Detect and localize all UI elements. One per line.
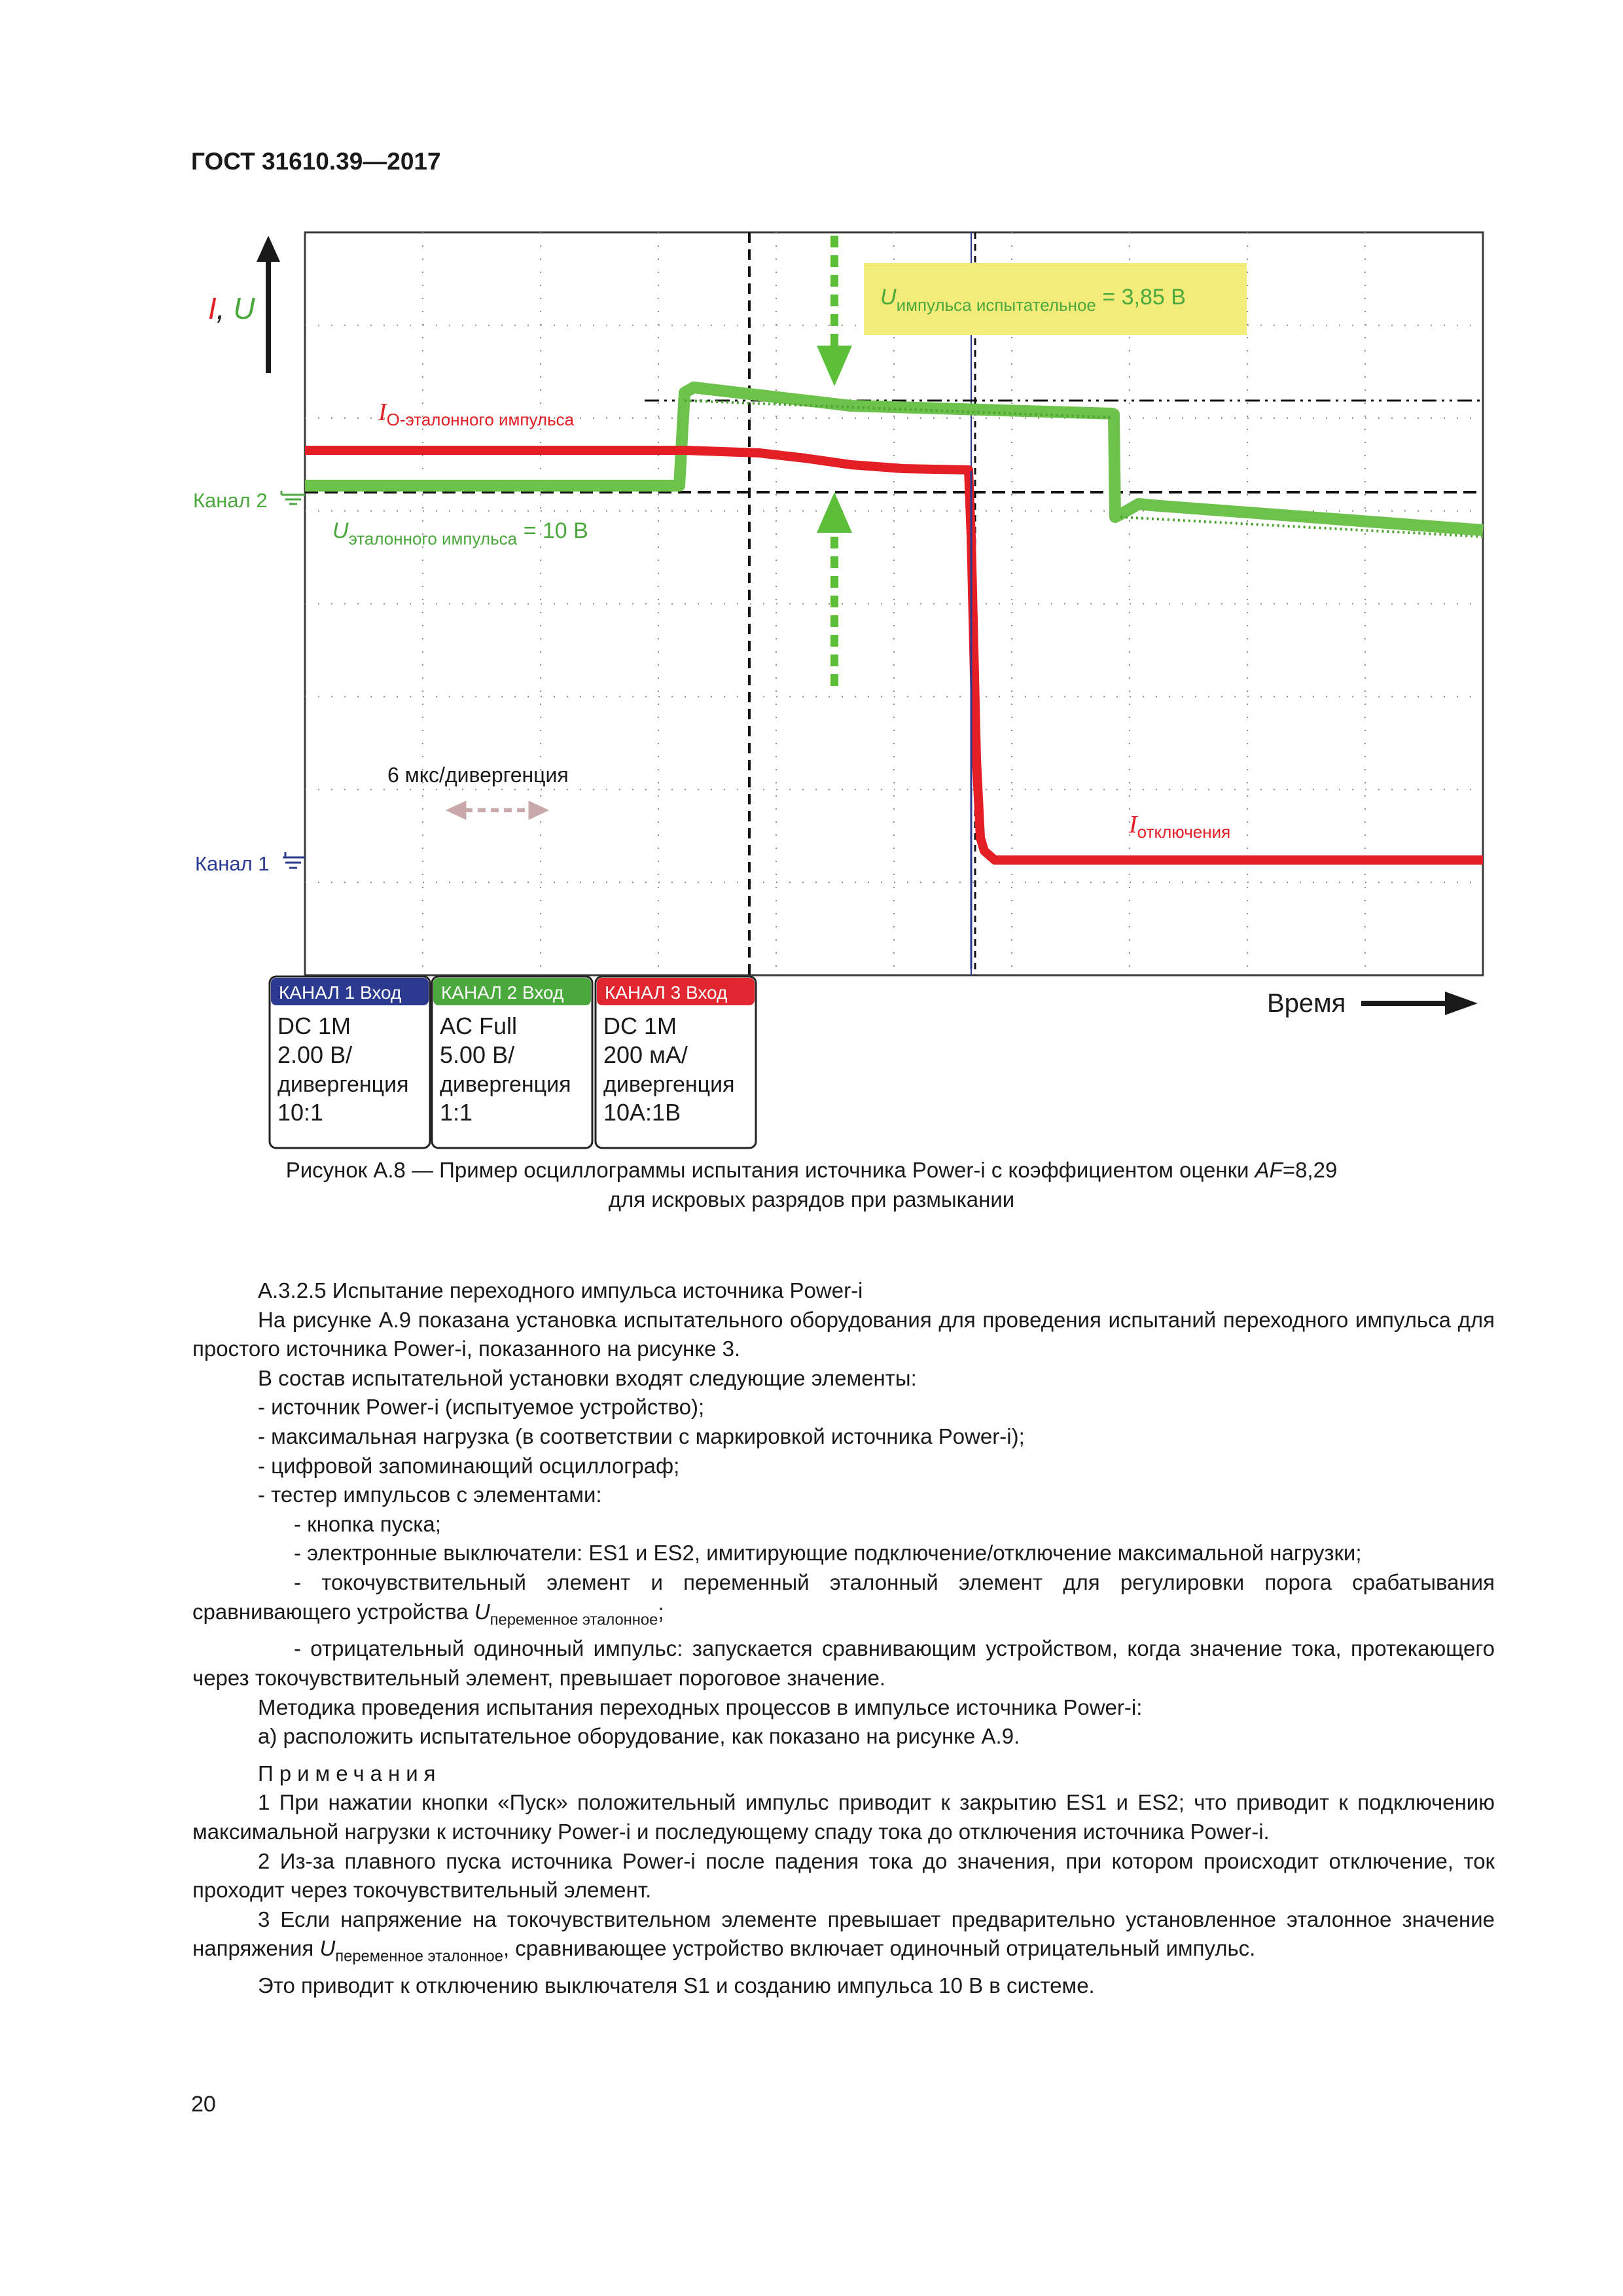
channel2-marker-label: Канал 2: [193, 489, 268, 512]
y-label-sep: ,: [216, 291, 234, 325]
time-arrow-icon: [1361, 992, 1478, 1015]
list-item: - цифровой запоминающий осциллограф;: [258, 1453, 680, 1478]
document-header: ГОСТ 31610.39—2017: [191, 148, 441, 175]
channel-box-3: [596, 977, 756, 1148]
paragraph: В состав испытательной установки входят следующие элементы:: [258, 1365, 917, 1390]
paragraph: На рисунке А.9 показана установка испытательного оборудования для проведения испытаний переходного импульса для простого источника Power-i, показанного на рисунке 3.: [192, 1307, 1495, 1361]
channel-settings: [270, 977, 756, 1148]
page-number: 20: [191, 2092, 216, 2117]
y-label-u: U: [233, 291, 255, 325]
channel-box-line: 5.00 В/: [440, 1041, 515, 1068]
figure-caption: Рисунок А.8 — Пример осциллограммы испытания источника Power-i с коэффициентом оценки AF=8,29 для искровых разрядов при размыкании: [285, 1158, 1338, 1211]
paragraph: Методика проведения испытания переходных процессов в импульсе источника Power-i:: [258, 1695, 1143, 1719]
notes-heading: Примечания: [258, 1761, 442, 1785]
ground-icon: [281, 491, 305, 504]
list-item: - тестер импульсов с элементами:: [258, 1482, 602, 1507]
channel-box-header: КАНАЛ 3 Вход: [605, 982, 728, 1003]
channel-box-1: [270, 977, 430, 1148]
channel-box-header: КАНАЛ 2 Вход: [441, 982, 564, 1003]
channel1-marker-label: Канал 1: [195, 852, 270, 875]
reference-current-label: $I_{О-эталонного импульса}$: [378, 399, 575, 429]
note: 3 Если напряжение на токочувствительном элементе превышает предварительно установленное эталонное значение напряжения $U_{переменное эталонное}$, сравнивающее устройство включает одиночный отрицательный импульс.: [192, 1907, 1495, 1965]
section-heading: А.3.2.5 Испытание переходного импульса источника Power-i: [258, 1278, 863, 1302]
channel-box-line: дивергенция: [603, 1072, 735, 1097]
channel-box-2: [432, 977, 592, 1148]
list-subitem: - отрицательный одиночный импульс: запускается сравнивающим устройством, когда значение тока, протекающего через токочувствительный элемент, превышает пороговое значение.: [192, 1636, 1495, 1691]
time-division-label: 6 мкс/дивергенция: [387, 763, 569, 787]
channel-box-line: дивергенция: [440, 1072, 571, 1097]
y-label-i: I: [208, 291, 217, 325]
channel-box-line: 10A:1B: [603, 1099, 681, 1126]
channel-box-line: 10:1: [277, 1099, 324, 1126]
y-axis-arrow: [257, 236, 280, 373]
channel-box-line: 200 мА/: [603, 1041, 688, 1068]
channel-box-line: 2.00 В/: [277, 1041, 353, 1068]
channel-box-line: 1:1: [440, 1099, 473, 1126]
list-subitem: - токочувствительный элемент и переменный эталонный элемент для регулировки порога срабатывания сравнивающего устройства $U_{переменное эталонное}$;: [192, 1570, 1495, 1628]
channel-box-line: DC 1M: [277, 1013, 351, 1039]
channel-box-line: дивергенция: [277, 1072, 409, 1097]
body-text: [192, 1276, 1495, 2001]
cutoff-current-label: $I_{отключения}$: [1129, 811, 1231, 842]
channel-box-line: DC 1M: [603, 1013, 677, 1039]
channel-box-line: AC Full: [440, 1013, 518, 1039]
channel-box-header: КАНАЛ 1 Вход: [279, 982, 402, 1003]
list-subitem: - электронные выключатели: ES1 и ES2, имитирующие подключение/отключение максимальной нагрузки;: [294, 1541, 1362, 1566]
ground-icon: [283, 852, 305, 868]
list-item: - источник Power-i (испытуемое устройство);: [258, 1395, 705, 1420]
time-axis-label: Время: [1267, 989, 1346, 1018]
note: Это приводит к отключению выключателя S1 и созданию импульса 10 В в системе.: [258, 1973, 1095, 1998]
note: 2 Из-за плавного пуска источника Power-i после падения тока до значения, при котором происходит отключение, ток проходит через токочувствительный элемент.: [192, 1848, 1495, 1903]
reference-voltage-label: $U_{эталонного импульса} = 10$ В: [332, 518, 588, 548]
list-subitem: - кнопка пуска;: [294, 1511, 441, 1536]
svg-text:I, U: [208, 291, 255, 325]
paragraph: а) расположить испытательное оборудование, как показано на рисунке А.9.: [258, 1724, 1020, 1749]
list-item: - максимальная нагрузка (в соответствии с маркировкой источника Power-i);: [258, 1424, 1025, 1448]
note: 1 При нажатии кнопки «Пуск» положительный импульс приводит к закрытию ES1 и ES2; что приводит к подключению максимальной нагрузки к источнику Power-i и последующему спаду тока до отключения источника Power-i.: [192, 1790, 1495, 1844]
test-pulse-label: $U_{импульса испытательное} = 3,85$ В: [880, 285, 1186, 315]
